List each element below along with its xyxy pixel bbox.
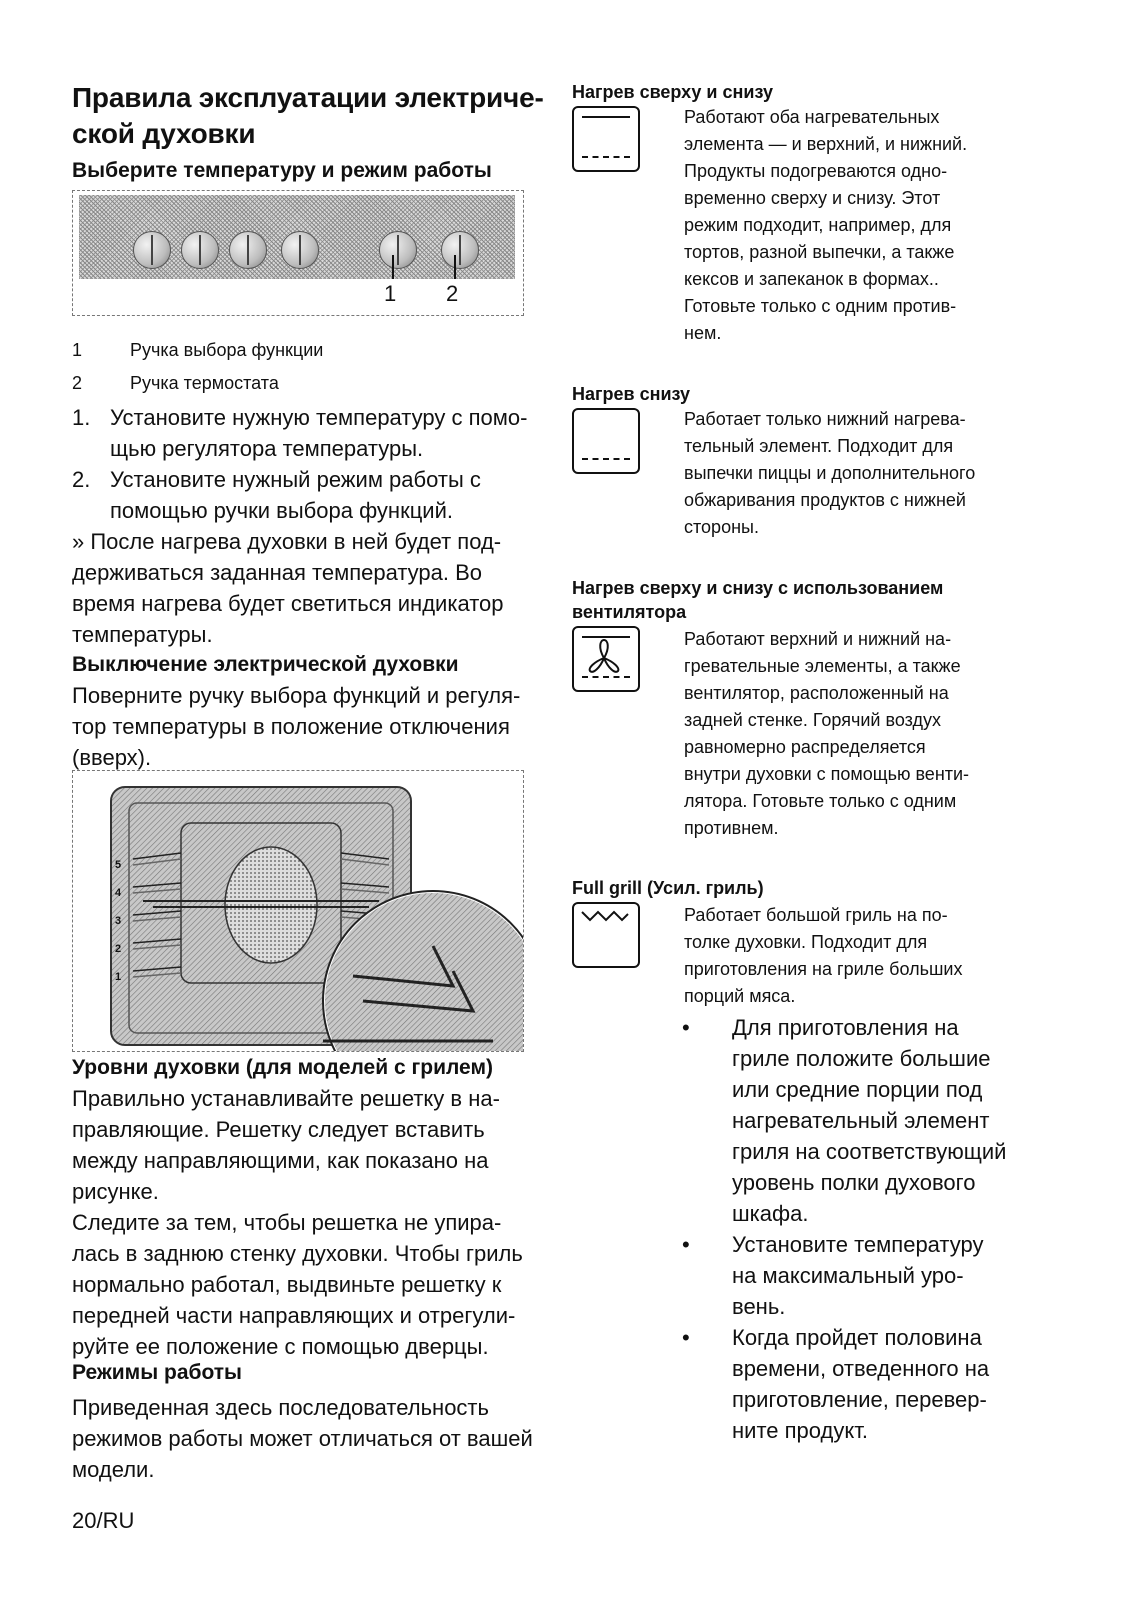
levels-heading: Уровни духовки (для моделей с грилем) (72, 1056, 493, 1079)
rack-level: 1 (115, 971, 122, 983)
levels-text: Правильно устанавливайте решетку в на- правляющие. Решетку следует вставить между направляющими, как показано на рисунке. Следите за тем, чтобы решетка не упира- лась в заднюю стенку духовки. Чтобы гриль нормально работал, выдвиньте решетку к передней части направляющих и отрегули- руйте ее положение с помощью дверцы. (72, 1086, 523, 1359)
mode-top-bottom-heading: Нагрев сверху и снизу (572, 82, 773, 102)
bullet-item: • Когда пройдет половина времени, отведенного на приготовление, перевер- ните продукт. (674, 1322, 1054, 1446)
rack-level-labels (115, 851, 121, 991)
callout-1: 1 (384, 281, 397, 306)
function-knob (379, 231, 417, 269)
legend-item: 1 Ручка выбора функции (72, 340, 324, 360)
control-panel (79, 195, 515, 279)
grill-bullet-list (674, 1012, 1054, 1446)
mode-fan-text: Работают верхний и нижний на- гревательные элементы, а также вентилятор, расположенный на задней стенке. Горячий воздух равномерно распределяется внутри духовки с помощью венти- лятора. Готовьте только с одним противнем. (684, 629, 970, 838)
rack-level: 4 (115, 887, 122, 899)
mode-bottom-text: Работает только нижний нагрева- тельный элемент. Подходит для выпечки пиццы и дополнительного обжаривания продуктов с нижней стороны. (684, 409, 976, 537)
step-item: 2. Установите нужный режим работы с помощью ручки выбора функций. (72, 467, 481, 523)
bullet-item: • Установите температуру на максимальный уро- вень. (674, 1229, 1054, 1322)
legend (72, 337, 323, 403)
bottom-heat-icon (572, 408, 640, 474)
mode-bottom-heading: Нагрев снизу (572, 384, 691, 404)
control-panel-figure (72, 190, 524, 316)
bullet-item: • Для приготовления на гриле положите большие или средние порции под нагревательный элемент гриля на соответствующий уровень полки духового шкафа. (674, 1012, 1054, 1229)
page-title: Правила эксплуатации электриче- ской духовки (72, 82, 544, 149)
fan-icon (572, 626, 636, 688)
knob (281, 231, 319, 269)
grill-element-icon (572, 902, 636, 964)
mode-top-bottom-text: Работают оба нагревательных элемента — и верхний, и нижний. Продукты подогреваются одно- временно сверху и снизу. Этот режим подходит, например, для тортов, разной выпечки, а также кексов и запеканок в формах.. Готовьте только с одним против- нем. (684, 107, 968, 343)
fan-heat-icon (572, 626, 640, 692)
thermostat-knob (441, 231, 479, 269)
legend-item: 2 Ручка термостата (72, 373, 279, 393)
knob (229, 231, 267, 269)
mode-fan-heading: Нагрев сверху и снизу с использованием вентилятора (572, 578, 944, 622)
knob (181, 231, 219, 269)
top-bottom-heat-icon (572, 106, 640, 172)
rack-level: 3 (115, 915, 122, 927)
mode-grill-text: Работает большой гриль на по- толке духовки. Подходит для приготовления на гриле больших порций мяса. (684, 905, 963, 1006)
modes-heading: Режимы работы (72, 1361, 242, 1384)
callout-line-1 (392, 255, 394, 279)
after-heating-note: » После нагрева духовки в ней будет под- держиваться заданная температура. Во время нагрева будет светиться индикатор температуры. (72, 529, 504, 647)
knob (133, 231, 171, 269)
oven-interior-drawing (73, 771, 523, 1051)
switch-off-heading: Выключение электрической духовки (72, 653, 459, 676)
callout-2: 2 (446, 281, 459, 306)
oven-levels-figure (72, 770, 524, 1052)
rack-level: 5 (115, 859, 122, 871)
steps-list (72, 402, 532, 526)
mode-grill-heading: Full grill (Усил. гриль) (572, 878, 764, 898)
step-item: 1. Установите нужную температуру с помо- щью регулятора температуры. (72, 405, 528, 461)
callout-line-2 (454, 255, 456, 279)
full-grill-icon (572, 902, 640, 968)
select-heading: Выберите температуру и режим работы (72, 159, 492, 182)
modes-text: Приведенная здесь последовательность режимов работы может отличаться от вашей модели. (72, 1395, 533, 1482)
switch-off-text: Поверните ручку выбора функций и регуля- тор температуры в положение отключения (вверх). (72, 683, 521, 770)
page-number: 20/RU (72, 1508, 135, 1533)
rack-level: 2 (115, 943, 122, 955)
